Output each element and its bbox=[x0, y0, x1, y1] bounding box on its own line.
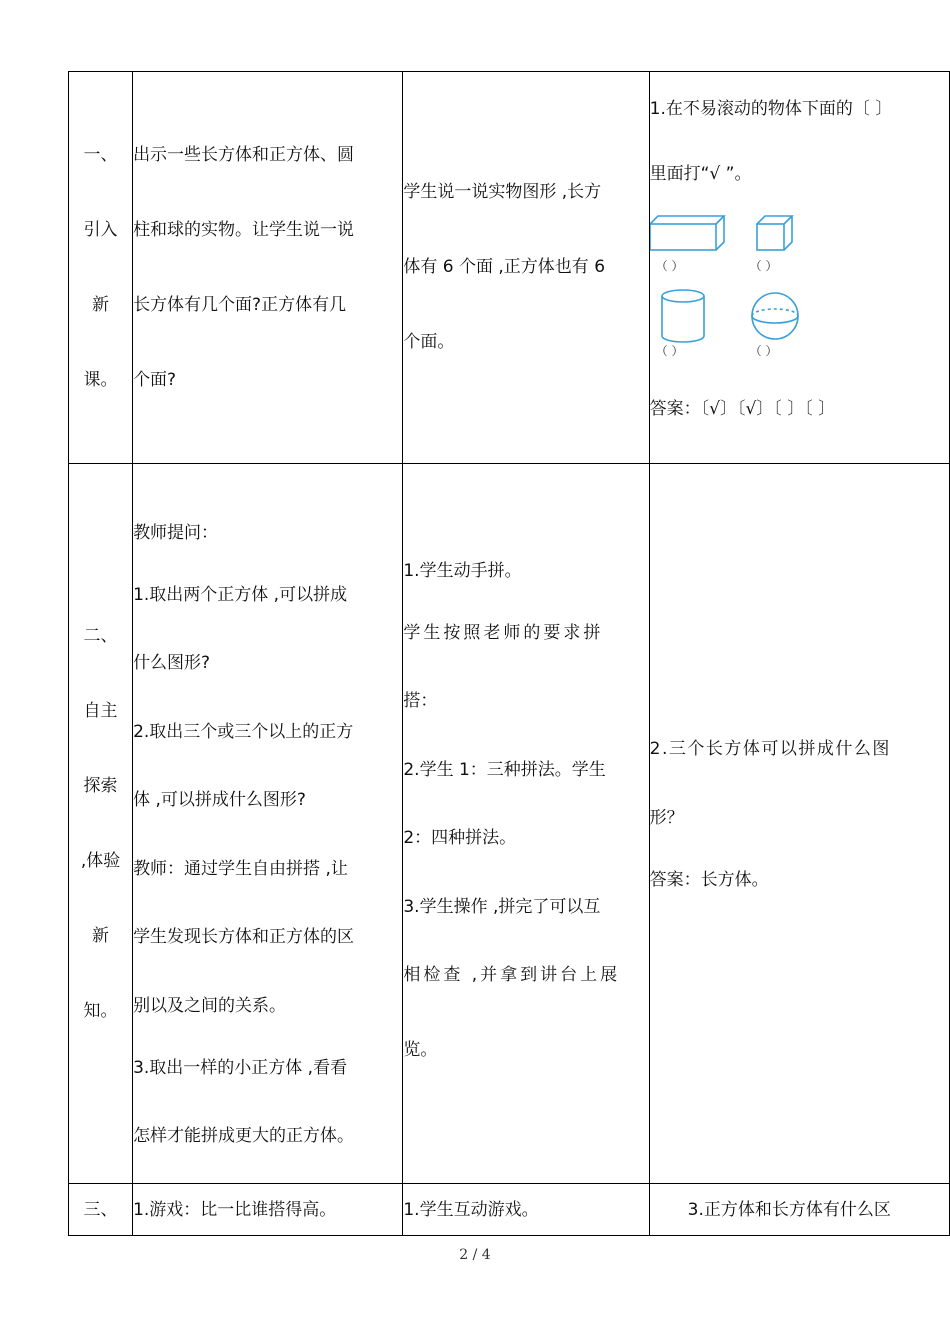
cylinder-icon bbox=[662, 290, 704, 342]
stage-line: 课。 bbox=[83, 369, 118, 390]
exercise-cell bbox=[649, 1184, 949, 1236]
text-line: 教师提问： bbox=[133, 522, 219, 543]
student-activity-cell bbox=[403, 464, 649, 1184]
answer-line: 答案：长方体。 bbox=[649, 870, 769, 890]
text-line: 个面。 bbox=[403, 332, 455, 352]
answer-paren[interactable]: （ ） bbox=[749, 344, 778, 358]
teacher-activity-cell bbox=[133, 1184, 403, 1236]
text-line: 2.学生 1：三种拼法。学生 bbox=[403, 760, 606, 780]
exercise-cell bbox=[649, 464, 949, 1184]
text-line: 2.三个长方体可以拼成什么图 bbox=[649, 739, 891, 759]
stage-line: 新 bbox=[92, 294, 110, 315]
cuboid-icon bbox=[650, 216, 724, 250]
table-row bbox=[69, 72, 950, 464]
stage-cell bbox=[69, 72, 133, 464]
teacher-activity-cell bbox=[133, 464, 403, 1184]
text-line: 1.取出两个正方体 ,可以拼成 bbox=[133, 584, 348, 605]
solids-illustration bbox=[650, 212, 820, 362]
stage-line: 三、 bbox=[83, 1199, 118, 1220]
text-line: 搭： bbox=[403, 691, 438, 711]
text-line: 别以及之间的关系。 bbox=[133, 995, 287, 1016]
text-line: 教师：通过学生自由拼搭 ,让 bbox=[133, 858, 348, 879]
shapes-figure bbox=[650, 212, 949, 362]
sphere-icon bbox=[752, 293, 798, 339]
stage-line: 引入 bbox=[83, 219, 118, 240]
text-line: 柱和球的实物。让学生说一说 bbox=[133, 219, 355, 240]
text-line: 2：四种拼法。 bbox=[403, 828, 517, 848]
text-line: 长方体有几个面?正方体有几 bbox=[133, 294, 347, 315]
text-line: 什么图形? bbox=[133, 652, 211, 673]
text-line: 相检查 ,并拿到讲台上展 bbox=[403, 965, 621, 985]
text-line: 3.取出一样的小正方体 ,看看 bbox=[133, 1057, 348, 1078]
student-activity-cell bbox=[403, 72, 649, 464]
exercise-cell bbox=[649, 72, 949, 464]
table-row bbox=[69, 1184, 950, 1236]
lesson-table bbox=[68, 71, 950, 1236]
text-line: 3.学生操作 ,拼完了可以互 bbox=[403, 897, 601, 917]
text-line: 3.正方体和长方体有什么区 bbox=[687, 1199, 891, 1220]
answer-paren[interactable]: （ ） bbox=[749, 259, 778, 273]
text-line: 1.游戏：比一比谁搭得高。 bbox=[133, 1199, 337, 1220]
question-line: 里面打“√ ”。 bbox=[649, 164, 752, 184]
stage-cell bbox=[69, 464, 133, 1184]
stage-line: 探索 bbox=[83, 775, 118, 796]
text-line: 怎样才能拼成更大的正方体。 bbox=[133, 1125, 355, 1146]
cube-icon bbox=[757, 216, 792, 250]
text-line: 个面? bbox=[133, 369, 177, 390]
text-line: 学生说一说实物图形 ,长方 bbox=[403, 182, 602, 202]
question-line: 1.在不易滚动的物体下面的〔 〕 bbox=[649, 99, 893, 119]
stage-line: 新 bbox=[92, 925, 110, 946]
text-line: 出示一些长方体和正方体、圆 bbox=[133, 144, 355, 165]
stage-line: 知。 bbox=[83, 1000, 118, 1021]
stage-line: 二、 bbox=[83, 625, 118, 646]
table-row bbox=[69, 464, 950, 1184]
text-line: 形？ bbox=[649, 808, 684, 828]
answer-paren[interactable]: （ ） bbox=[655, 259, 684, 273]
stage-line: ,体验 bbox=[80, 850, 121, 871]
text-line: 1.学生互动游戏。 bbox=[403, 1199, 539, 1220]
stage-line: 一、 bbox=[83, 144, 118, 165]
student-activity-cell bbox=[403, 1184, 649, 1236]
stage-cell bbox=[69, 1184, 133, 1236]
text-line: 2.取出三个或三个以上的正方 bbox=[133, 721, 354, 742]
answer-paren[interactable]: （ ） bbox=[655, 344, 684, 358]
page-number: 2 / 4 bbox=[459, 1247, 491, 1263]
text-line: 1.学生动手拼。 bbox=[403, 561, 522, 581]
text-line: 体有 6 个面 ,正方体也有 6 bbox=[403, 257, 606, 277]
answer-line: 答案：〔√〕〔√〕〔 〕〔 〕 bbox=[649, 399, 836, 419]
stage-line: 自主 bbox=[83, 700, 118, 721]
teacher-activity-cell bbox=[133, 72, 403, 464]
text-line: 学生按照老师的要求拼 bbox=[403, 623, 604, 643]
text-line: 体 ,可以拼成什么图形? bbox=[133, 789, 306, 810]
text-line: 览。 bbox=[403, 1040, 438, 1060]
text-line: 学生发现长方体和正方体的区 bbox=[133, 926, 355, 947]
